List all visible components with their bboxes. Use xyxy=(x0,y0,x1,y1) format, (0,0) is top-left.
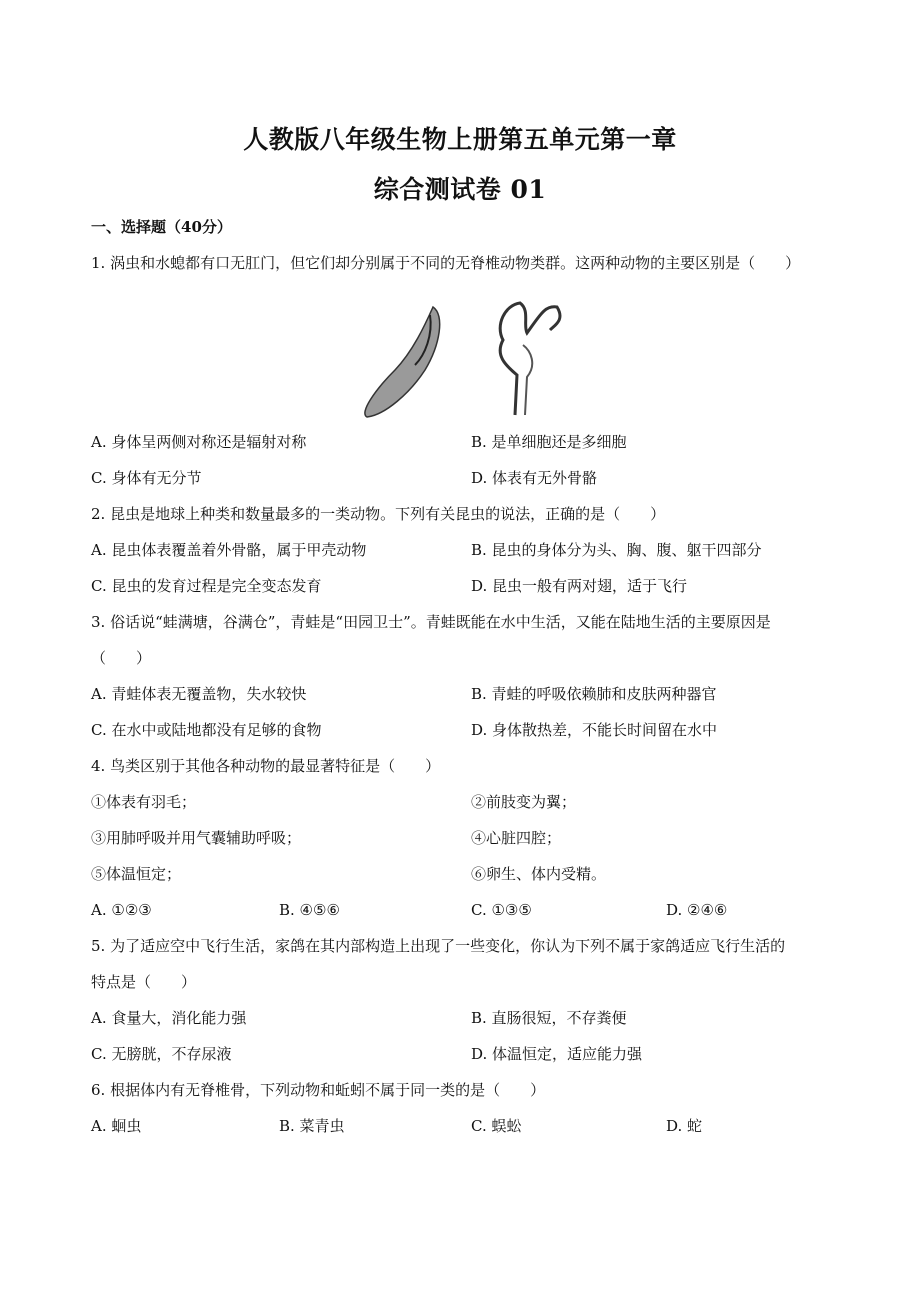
document-subtitle: 综合测试卷 01 xyxy=(373,175,547,204)
planaria-hydra-figure xyxy=(345,285,580,425)
section-heading: 一、选择题（40分） xyxy=(91,218,232,236)
option-c[interactable]: C. 在水中或陆地都没有足够的食物 xyxy=(91,721,322,739)
option-b[interactable]: B. 菜青虫 xyxy=(279,1117,345,1135)
statement-item: ④心脏四腔； xyxy=(471,829,562,847)
option-b[interactable]: B. 直肠很短，不存粪便 xyxy=(471,1009,627,1027)
option-c[interactable]: C. 身体有无分节 xyxy=(91,469,202,487)
option-b[interactable]: B. 是单细胞还是多细胞 xyxy=(471,433,627,451)
option-c[interactable]: C. 无膀胱，不存尿液 xyxy=(91,1045,232,1063)
option-d[interactable]: D. 体表有无外骨骼 xyxy=(471,469,598,487)
statement-item: ⑤体温恒定； xyxy=(91,865,182,883)
option-c[interactable]: C. 昆虫的发育过程是完全变态发育 xyxy=(91,577,322,595)
option-a[interactable]: A. ①②③ xyxy=(91,901,152,919)
question-stem: 3. 俗话说“蛙满塘，谷满仓”，青蛙是“田园卫士”。青蛙既能在水中生活，又能在陆地生活的主要原因是 xyxy=(91,613,771,631)
option-a[interactable]: A. 蛔虫 xyxy=(91,1117,142,1135)
worm-illustration xyxy=(345,285,580,425)
question-stem: 2. 昆虫是地球上种类和数量最多的一类动物。下列有关昆虫的说法，正确的是（ ） xyxy=(91,505,666,523)
option-c[interactable]: C. 蜈蚣 xyxy=(471,1117,522,1135)
option-a[interactable]: A. 食量大，消化能力强 xyxy=(91,1009,247,1027)
question-stem: 特点是（ ） xyxy=(91,973,197,991)
option-a[interactable]: A. 身体呈两侧对称还是辐射对称 xyxy=(91,433,307,451)
question-stem: 1. 涡虫和水螅都有口无肛门，但它们却分别属于不同的无脊椎动物类群。这两种动物的主要区别是（ ） xyxy=(91,254,801,272)
option-a[interactable]: A. 昆虫体表覆盖着外骨骼，属于甲壳动物 xyxy=(91,541,367,559)
option-a[interactable]: A. 青蛙体表无覆盖物，失水较快 xyxy=(91,685,307,703)
option-d[interactable]: D. 身体散热差，不能长时间留在水中 xyxy=(471,721,718,739)
question-stem: 4. 鸟类区别于其他各种动物的最显著特征是（ ） xyxy=(91,757,441,775)
option-d[interactable]: D. 昆虫一般有两对翅，适于飞行 xyxy=(471,577,688,595)
option-b[interactable]: B. ④⑤⑥ xyxy=(279,901,340,919)
option-d[interactable]: D. ②④⑥ xyxy=(666,901,728,919)
option-c[interactable]: C. ①③⑤ xyxy=(471,901,532,919)
statement-item: ③用肺呼吸并用气囊辅助呼吸； xyxy=(91,829,302,847)
option-d[interactable]: D. 蛇 xyxy=(666,1117,703,1135)
statement-item: ①体表有羽毛； xyxy=(91,793,197,811)
question-stem: 5. 为了适应空中飞行生活，家鸽在其内部构造上出现了一些变化，你认为下列不属于家鸽适应飞行生活的 xyxy=(91,937,786,955)
option-b[interactable]: B. 青蛙的呼吸依赖肺和皮肤两种器官 xyxy=(471,685,717,703)
option-d[interactable]: D. 体温恒定，适应能力强 xyxy=(471,1045,643,1063)
document-title: 人教版八年级生物上册第五单元第一章 xyxy=(243,125,677,154)
statement-item: ②前肢变为翼； xyxy=(471,793,577,811)
question-stem: （ ） xyxy=(91,649,152,667)
option-b[interactable]: B. 昆虫的身体分为头、胸、腹、躯干四部分 xyxy=(471,541,762,559)
statement-item: ⑥卵生、体内受精。 xyxy=(471,865,607,883)
question-stem: 6. 根据体内有无脊椎骨，下列动物和蚯蚓不属于同一类的是（ ） xyxy=(91,1081,546,1099)
